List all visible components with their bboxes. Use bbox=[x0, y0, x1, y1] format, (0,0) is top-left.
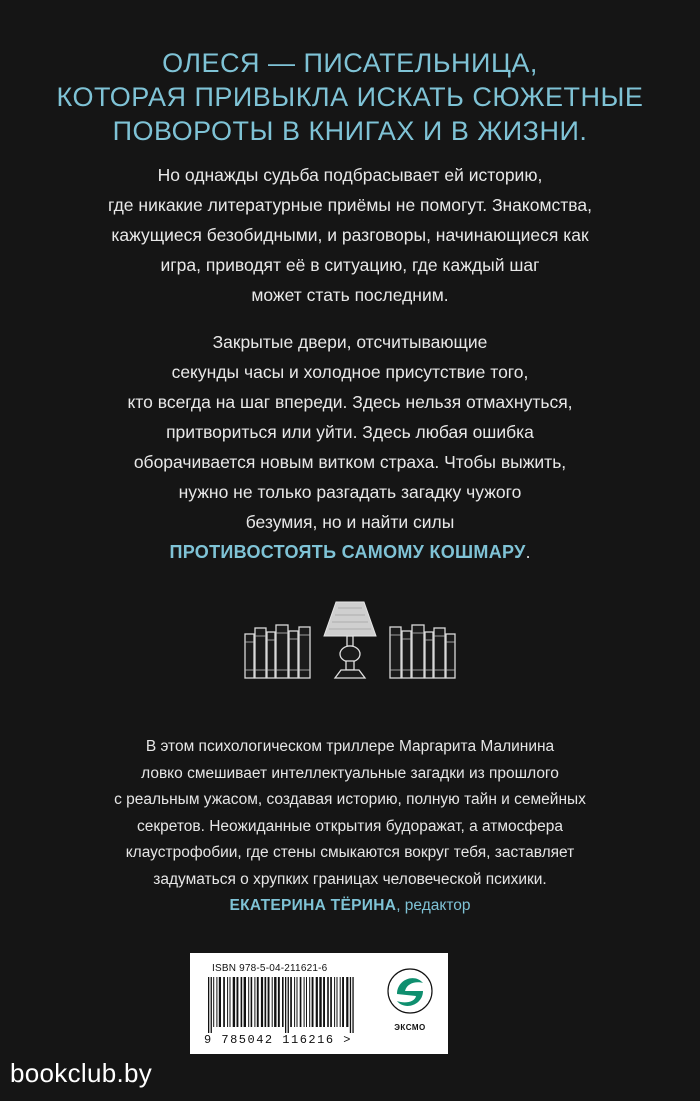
synopsis-paragraph-2 bbox=[0, 327, 700, 567]
barcode-bar bbox=[272, 977, 273, 1027]
barcode-bar bbox=[297, 977, 298, 1027]
barcode-bar bbox=[244, 977, 246, 1027]
text-line: кто всегда на шаг впереди. Здесь нельзя отмахнуться, bbox=[127, 392, 573, 412]
barcode-bar bbox=[319, 977, 321, 1027]
barcode-bar bbox=[346, 977, 348, 1027]
barcode-bar bbox=[219, 977, 221, 1027]
text-line: притвориться или уйти. Здесь любая ошибка bbox=[166, 422, 534, 442]
headline bbox=[0, 46, 700, 148]
barcode-bar bbox=[257, 977, 259, 1027]
text-line: секретов. Неожиданные открытия будоражат, а атмосфера bbox=[136, 817, 564, 835]
text-line: кажущиеся безобидными, и разговоры, начинающиеся как bbox=[111, 225, 589, 245]
barcode-bar bbox=[208, 977, 209, 1033]
barcode-bar bbox=[288, 977, 289, 1033]
barcode-bar bbox=[223, 977, 225, 1027]
text-line: Но однажды судьба подбрасывает ей историю, bbox=[157, 165, 543, 185]
barcode-bar bbox=[323, 977, 325, 1027]
barcode-bar bbox=[290, 977, 292, 1027]
barcode-bar bbox=[337, 977, 338, 1027]
text-line: клаустрофобии, где стены смыкаются вокруг тебя, заставляет bbox=[125, 844, 575, 861]
barcode-bar bbox=[230, 977, 231, 1027]
barcode-bar bbox=[316, 977, 318, 1027]
text-line: игра, приводят её в ситуацию, где каждый шаг bbox=[160, 255, 540, 275]
text-line: где никакие литературные приёмы не помогут. Знакомства, bbox=[108, 195, 592, 215]
barcode-bar bbox=[211, 977, 212, 1033]
barcode-bar bbox=[254, 977, 255, 1027]
text-line: секунды часы и холодное присутствие того, bbox=[171, 362, 529, 382]
barcode-bar bbox=[282, 977, 284, 1027]
review-credit bbox=[0, 893, 700, 920]
barcode-bar bbox=[233, 977, 235, 1027]
barcode-bar bbox=[268, 977, 270, 1027]
text-line: задуматься о хрупких границах человеческой психики. bbox=[153, 870, 547, 888]
barcode-bar bbox=[312, 977, 314, 1027]
barcode-bar bbox=[265, 977, 267, 1027]
barcode-bar bbox=[300, 977, 302, 1027]
editor-role: , редактор bbox=[396, 897, 471, 914]
text-line: нужно не только разгадать загадку чужого bbox=[178, 482, 522, 502]
barcode-bar bbox=[237, 977, 239, 1027]
isbn-number: ISBN 978-5-04-211621-6 bbox=[212, 963, 328, 974]
barcode-bar bbox=[274, 977, 276, 1027]
text-line: с реальным ужасом, создавая историю, полную тайн и семейных bbox=[114, 791, 586, 808]
barcode-bar bbox=[334, 977, 335, 1027]
editor-name: ЕКАТЕРИНА ТЁРИНА bbox=[229, 897, 397, 914]
publisher-logo bbox=[385, 961, 435, 1041]
barcode-bar bbox=[294, 977, 295, 1027]
barcode-bar bbox=[342, 977, 344, 1027]
barcode-bar bbox=[304, 977, 305, 1027]
accent-line bbox=[0, 537, 700, 567]
barcode-bar bbox=[213, 977, 214, 1027]
barcode-bar bbox=[251, 977, 253, 1027]
synopsis-paragraph-1 bbox=[0, 160, 700, 310]
barcode-bar bbox=[330, 977, 332, 1027]
text-line: безумия, но и найти силы bbox=[245, 512, 455, 532]
barcode-bar bbox=[278, 977, 280, 1027]
text-line: В этом психологическом триллере Маргарита Малинина bbox=[145, 738, 555, 755]
text-line: оборачивается новым витком страха. Чтобы выжить, bbox=[133, 452, 567, 472]
barcode-bar bbox=[340, 977, 341, 1027]
barcode-bar bbox=[309, 977, 310, 1027]
headline-line: ОЛЕСЯ — ПИСАТЕЛЬНИЦА, bbox=[162, 48, 538, 78]
isbn-barcode bbox=[206, 977, 368, 1033]
publisher-name: ЭКСМО bbox=[394, 1023, 426, 1032]
text-line: может стать последним. bbox=[251, 285, 449, 305]
barcode-bar bbox=[352, 977, 353, 1033]
barcode-bar bbox=[261, 977, 263, 1027]
barcode-bar bbox=[216, 977, 217, 1027]
text-line: Закрытые двери, отсчитывающие bbox=[212, 332, 488, 352]
barcode-panel bbox=[190, 953, 448, 1054]
text-line: ловко смешивает интеллектуальные загадки из прошлого bbox=[141, 764, 559, 782]
accent-period: . bbox=[525, 542, 531, 562]
barcode-digits: 9 785042 116216 > bbox=[204, 1033, 352, 1047]
headline-line: ПОВОРОТЫ В КНИГАХ И В ЖИЗНИ. bbox=[112, 116, 588, 146]
headline-line: КОТОРАЯ ПРИВЫКЛА ИСКАТЬ СЮЖЕТНЫЕ bbox=[56, 82, 644, 112]
barcode-bar bbox=[227, 977, 228, 1027]
barcode-bar bbox=[350, 977, 351, 1033]
barcode-bar bbox=[241, 977, 243, 1027]
watermark: bookclub.by bbox=[10, 1058, 153, 1088]
editor-review bbox=[0, 734, 700, 920]
barcode-bar bbox=[248, 977, 249, 1027]
eksmo-logo-icon bbox=[385, 961, 435, 1021]
books-and-lamp-emblem bbox=[243, 598, 457, 694]
barcode-bar bbox=[327, 977, 329, 1027]
accent-phrase: ПРОТИВОСТОЯТЬ САМОМУ КОШМАРУ bbox=[169, 542, 526, 562]
barcode-bar bbox=[285, 977, 286, 1033]
barcode-bar bbox=[306, 977, 307, 1027]
